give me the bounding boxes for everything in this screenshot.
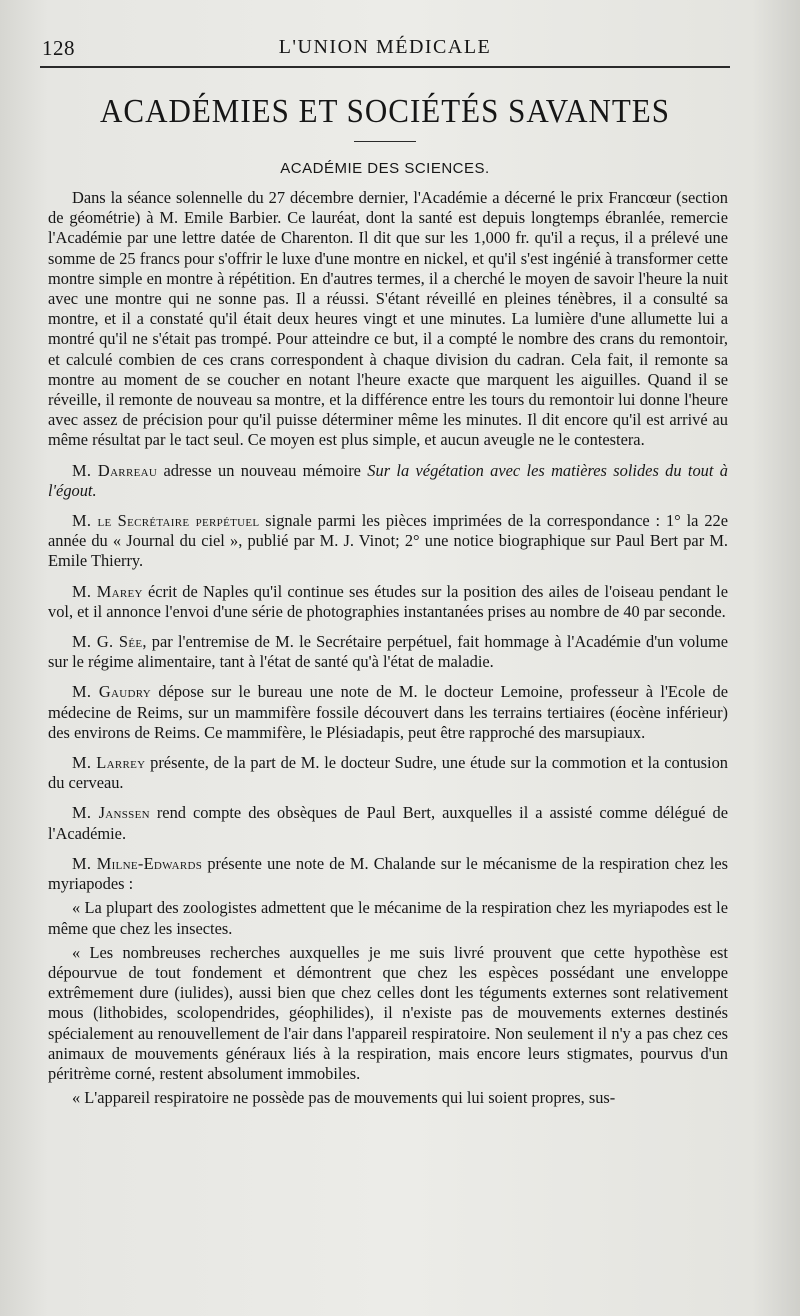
section-title: ACADÉMIES ET SOCIÉTÉS SAVANTES xyxy=(100,91,670,130)
title-divider xyxy=(354,141,416,142)
paragraph-milne-edwards: M. Milne-Edwards présente une note de M. Chalande sur le mécanisme de la respiration chez les myriapodes : xyxy=(48,853,729,894)
speaker-name: M. le Secrétaire perpétuel xyxy=(72,511,260,531)
paragraph-darreau: M. Darreau adresse un nouveau mémoire Sur la végétation avec les matières solides du tout à l'égout. xyxy=(48,460,728,500)
journal-title: L'UNION MÉDICALE xyxy=(278,36,492,58)
header-rule xyxy=(40,66,730,68)
academy-heading: ACADÉMIE DES SCIENCES. xyxy=(280,160,490,177)
paragraph-prix-francoeur: Dans la séance solennelle du 27 décembre dernier, l'Académie a décerné le prix Francœur (section de géométrie) à M. Emile Barbier. Ce lauréat, dont la santé est depuis longtemps ébranlée, remercie l'Académie par une lettre datée de Charenton. Il dit que sur les 1,000 fr. qu'il a reçus, il a prélevé une somme de 25 francs pour s'offrir le luxe d'une montre en nickel, et qu'il s'est ingénié à transformer cette montre simple en montre à répétition. En d'autres termes, il a cherché le moyen de savoir l'heure la nuit avec une montre qui ne sonne pas. Il a réussi. S'étant réveillé en pleines ténèbres, il a consulté sa montre, et il a constaté qu'il était deux heures vingt et une minutes. La lumière d'une allumette lui a montré qu'il ne s'était pas trompé. Pour atteindre ce but, il a compté le nombre des crans du remontoir, et calculé combien de ces crans correspondent à chaque division du cadran. Cela fait, il remonte sa montre au moment de se coucher en notant l'heure exacte que marquent les aiguilles. Quand il se réveille, il remonte de nouveau sa montre, et la différence entre les tours du remontoir lui donne l'heure avec assez de précision pour qu'il puisse déterminer même les minutes. Il dit encore qu'il est arrivé au même résultat par le tact seul. Ce moyen est plus simple, et aucun aveugle ne le contestera. xyxy=(48,188,728,450)
speaker-name: M. Marey xyxy=(72,581,143,601)
paragraph-janssen: M. Janssen rend compte des obsèques de Paul Bert, auxquelles il a assisté comme délégué de l'Académie. xyxy=(48,803,729,843)
paragraph-larrey: M. Larrey présente, de la part de M. le docteur Sudre, une étude sur la commotion et la contusion du cerveau. xyxy=(48,753,728,793)
speaker-name: M. Milne-Edwards xyxy=(72,853,203,873)
paragraph-quote-3: « L'appareil respiratoire ne possède pas de mouvements qui lui soient propres, sus- xyxy=(72,1088,616,1108)
paragraph-gaudry: M. Gaudry dépose sur le bureau une note de M. le docteur Lemoine, professeur à l'Ecole de médecine de Reims, sur un mammifère fossile découvert dans les terrains tertiaires (éocène inférieur) des environs de Reims. Ce mammifère, le Plésiadapis, peut être rapproché des marsupiaux. xyxy=(48,682,729,742)
speaker-name: M. Janssen xyxy=(72,803,150,823)
paragraph-see: M. G. Sée, par l'entremise de M. le Secrétaire perpétuel, fait hommage à l'Académie d'un volume sur le régime alimentaire, tant à l'état de santé qu'à l'état de maladie. xyxy=(48,632,728,672)
speaker-name: M. Larrey xyxy=(72,753,146,773)
running-header xyxy=(40,30,730,64)
paragraph-quote-2: « Les nombreuses recherches auxquelles je me suis livré prouvent que cette hypothèse est dépourvue de tout fondement et démontrent que chez les espèces possédant une enveloppe extrêmement dure (iulides), aussi bien que chez celles dont les téguments externes sont relativement mous (lithobides, scolopendrides, géophilides), il n'existe pas de mouvements externes destinés spécialement au renouvellement de l'air dans l'appareil respiratoire. Non seulement il n'y a pas chez ces animaux de mouvements généraux liés à la respiration, mais encore leurs stigmates, pourvus d'un péritrème corné, restent absolument immobiles. xyxy=(48,942,728,1083)
paragraph-secretaire: M. le Secrétaire perpétuel signale parmi les pièces imprimées de la correspondance : 1° la 22e année du « Journal du ciel », publié par M. J. Vinot; 2° une notice biographique sur Paul Bert par M. Emile Thierry. xyxy=(48,511,729,571)
page-number: 128 xyxy=(42,36,75,60)
speaker-name: M. Gaudry xyxy=(72,682,152,702)
memoir-title: Sur la végétation avec les matières solides du tout à l'égout. xyxy=(48,460,728,500)
paragraph-quote-1: « La plupart des zoologistes admettent que le mécanime de la respiration chez les myriapodes est le même que chez les insectes. xyxy=(48,898,728,938)
paragraph-marey: M. Marey écrit de Naples qu'il continue ses études sur la position des ailes de l'oiseau pendant le vol, et il annonce l'envoi d'une série de photographies instantanées prises au nombre de 40 par seconde. xyxy=(48,581,729,621)
article-body xyxy=(48,188,728,1108)
speaker-name: M. G. Sée xyxy=(72,632,143,652)
speaker-name: M. Darreau xyxy=(72,460,158,480)
